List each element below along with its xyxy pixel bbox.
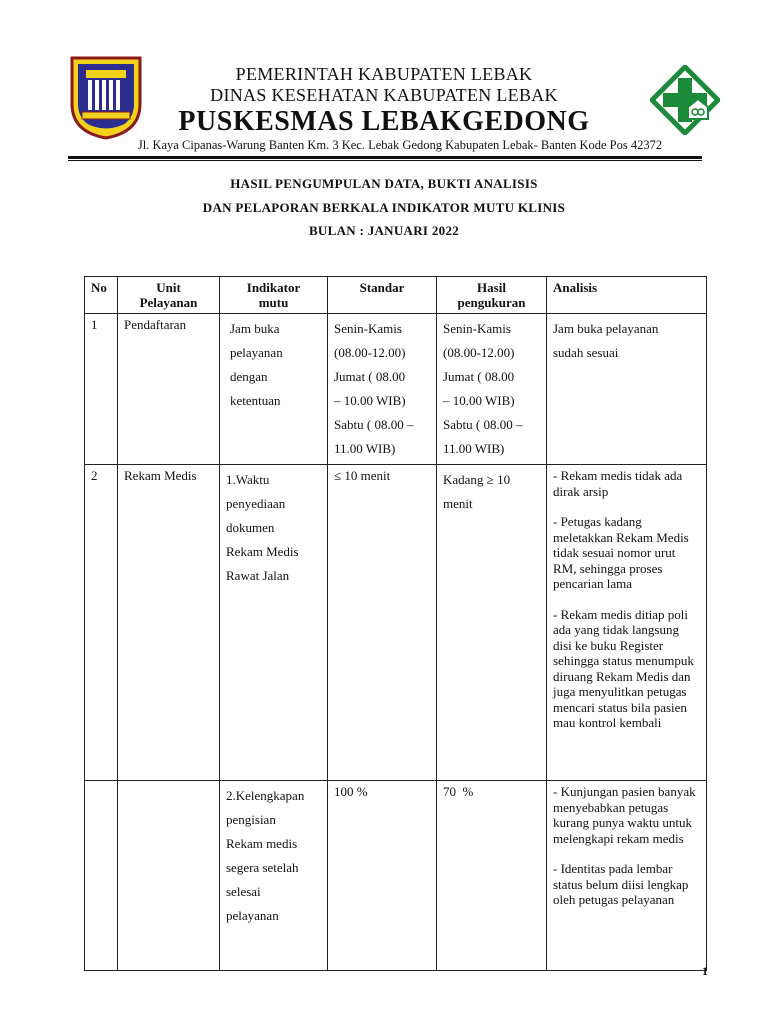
- cell-analisis: Jam buka pelayanan sudah sesuai: [547, 314, 707, 465]
- cell-unit: Rekam Medis: [118, 465, 220, 781]
- col-header-indikator: Indikator mutu: [220, 277, 328, 314]
- cell-standar: ≤ 10 menit: [328, 465, 437, 781]
- cell-analisis: [547, 781, 707, 971]
- cell-no: 1: [85, 314, 118, 465]
- col-header-no: No: [85, 277, 118, 314]
- header-divider: [68, 156, 702, 159]
- page-number: 1: [702, 964, 708, 978]
- cell-indikator: Jam buka pelayanan dengan ketentuan: [220, 314, 328, 465]
- cell-unit: [118, 781, 220, 971]
- cell-standar: 100 %: [328, 781, 437, 971]
- col-header-hasil: Hasil pengukuran: [437, 277, 547, 314]
- header-divider-thin: [68, 160, 702, 161]
- col-header-standar: Standar: [328, 277, 437, 314]
- analysis-point: - Rekam medis tidak ada dirak arsip: [553, 468, 683, 499]
- cell-unit: Pendaftaran: [118, 314, 220, 465]
- cell-hasil: Senin-Kamis (08.00-12.00) Jumat ( 08.00 – 10.00 WIB) Sabtu ( 08.00 – 11.00 WIB): [437, 314, 547, 465]
- cell-standar: Senin-Kamis (08.00-12.00) Jumat ( 08.00 – 10.00 WIB) Sabtu ( 08.00 – 11.00 WIB): [328, 314, 437, 465]
- analysis-point: - Petugas kadang meletakkan Rekam Medis tidak sesuai nomor urut RM, sehingga proses pencarian lama: [553, 514, 689, 591]
- quality-indicator-table: [84, 276, 707, 971]
- cell-hasil: 70 %: [437, 781, 547, 971]
- header-puskesmas-name: PUSKESMAS LEBAKGEDONG: [178, 106, 590, 137]
- analysis-point: - Kunjungan pasien banyak menyebabkan petugas kurang punya waktu untuk melengkapi rekam medis: [553, 784, 696, 846]
- analysis-point: - Identitas pada lembar status belum diisi lengkap oleh petugas pelayanan: [553, 861, 689, 907]
- analysis-point: - Rekam medis ditiap poli ada yang tidak langsung disi ke buku Register sehingga status menumpuk diruang Rekam Medis dan juga menyulitkan petugas mencari status bila pasien mau kontrol kembali: [553, 606, 694, 730]
- cell-no: [85, 781, 118, 971]
- document-title-period: BULAN : JANUARI 2022: [308, 223, 460, 238]
- header-address: Jl. Kaya Cipanas-Warung Banten Km. 3 Kec. Lebak Gedong Kabupaten Lebak- Banten Kode Pos 42372: [137, 138, 663, 152]
- document-title-line1: HASIL PENGUMPULAN DATA, BUKTI ANALISIS: [230, 176, 538, 191]
- cell-no: 2: [85, 465, 118, 781]
- document-title-line2: DAN PELAPORAN BERKALA INDIKATOR MUTU KLINIS: [202, 200, 566, 215]
- header-government: PEMERINTAH KABUPATEN LEBAK: [235, 64, 533, 84]
- table-row: [85, 781, 707, 971]
- cell-analisis: [547, 465, 707, 781]
- table-header-row: [85, 277, 707, 314]
- header-department: DINAS KESEHATAN KABUPATEN LEBAK: [210, 85, 558, 105]
- cell-hasil: Kadang ≥ 10 menit: [437, 465, 547, 781]
- table-row: [85, 314, 707, 465]
- cell-indikator: 2.Kelengkapan pengisian Rekam medis segera setelah selesai pelayanan: [220, 781, 328, 971]
- col-header-analisis: Analisis: [547, 277, 707, 314]
- table-row: [85, 465, 707, 781]
- col-header-unit: Unit Pelayanan: [118, 277, 220, 314]
- cell-indikator: 1.Waktu penyediaan dokumen Rekam Medis Rawat Jalan: [220, 465, 328, 781]
